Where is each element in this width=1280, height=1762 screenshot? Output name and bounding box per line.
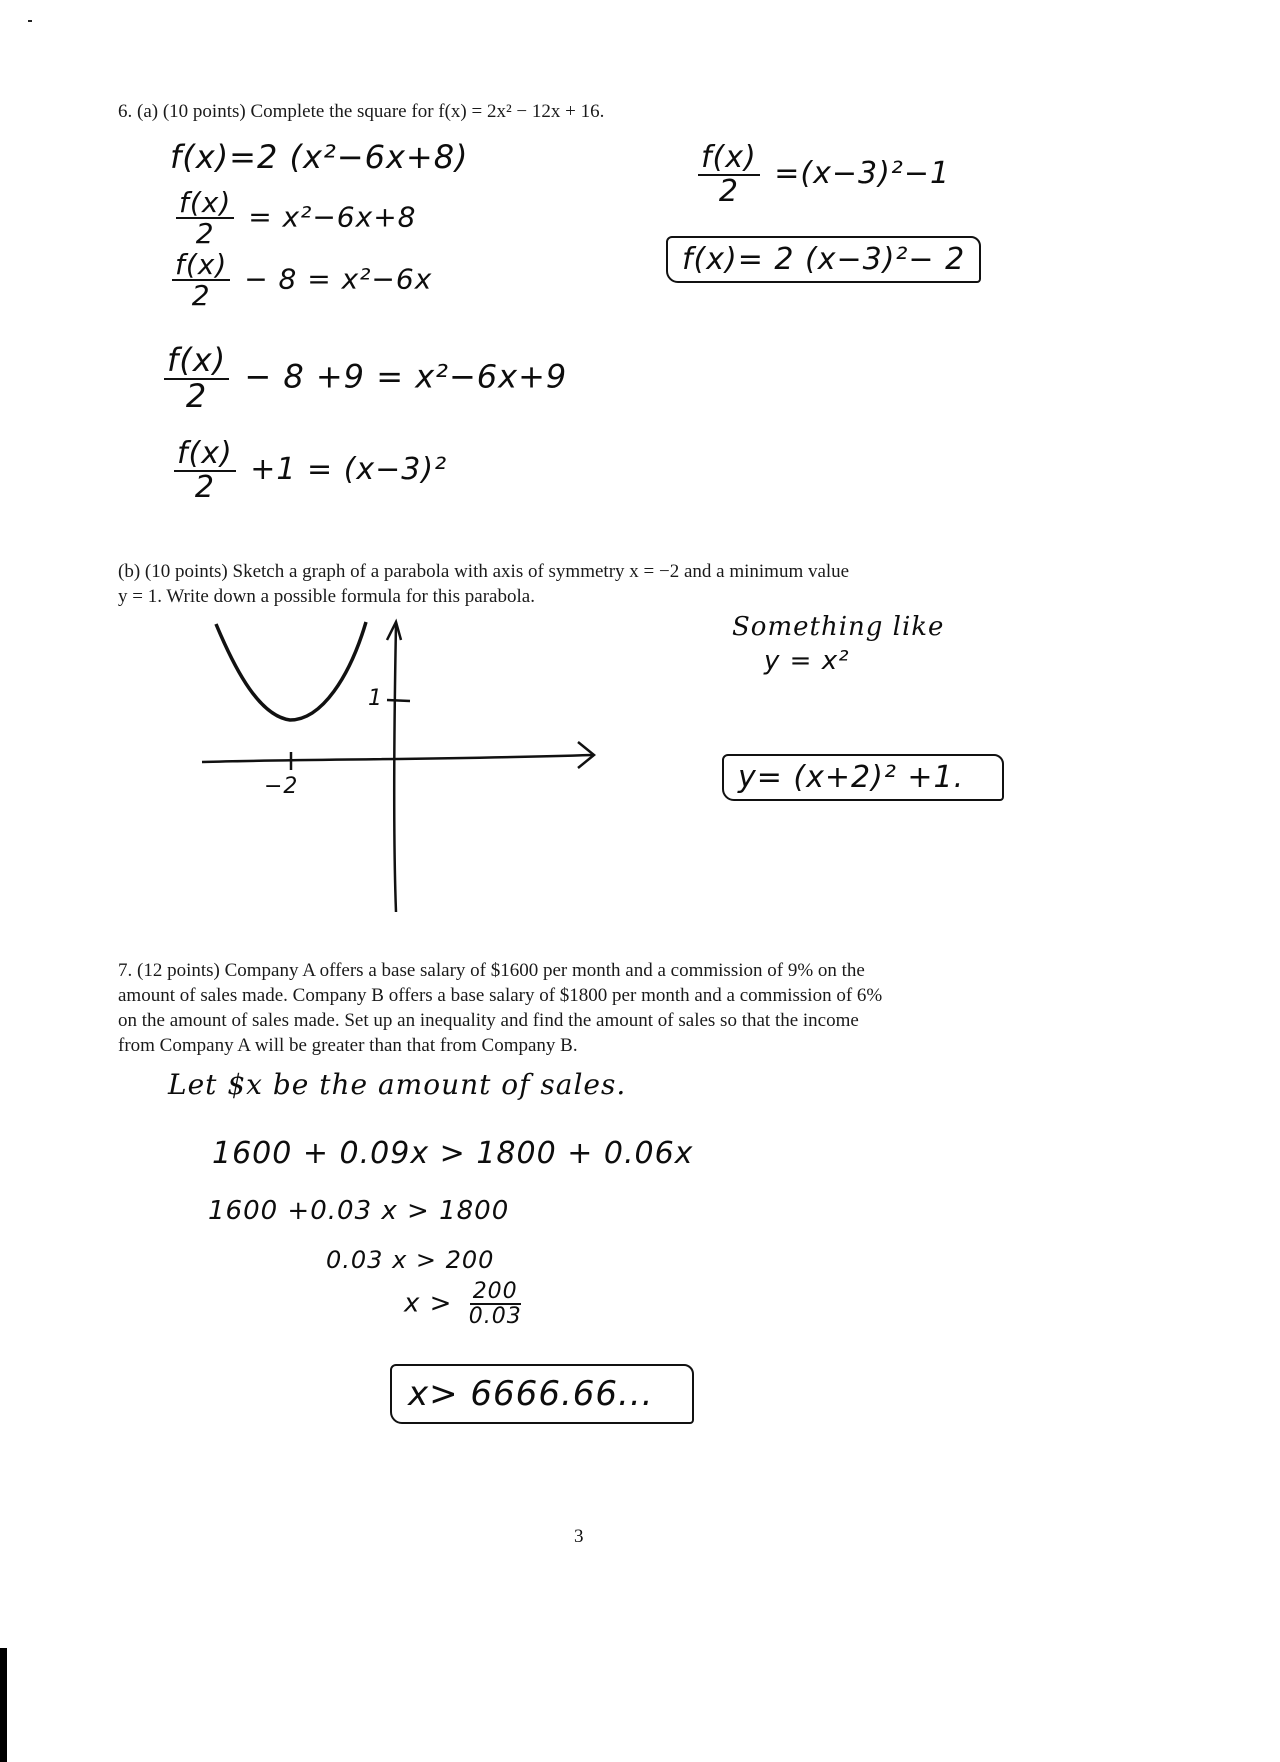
q6b-prompt-line-1: (b) (10 points) Sketch a graph of a parabola with axis of symmetry x = −2 and a minimum value [118,561,850,582]
frac-denominator: 0.03 [468,1304,522,1330]
q7-work-line-5 [404,1280,529,1328]
page-number-text: 3 [574,1526,584,1547]
q7-work-line-4-text: 0.03 x > 200 [326,1246,495,1274]
q6b-note [732,610,944,678]
q6a-step-4-rest: − 8 +9 = x²−6x+9 [244,357,568,396]
q6a-step-3-frac [172,250,230,311]
q7-answer: x> 6666.66... [408,1374,654,1414]
parabola-curve [216,622,366,720]
scan-speck [28,20,32,22]
frac-numerator: f(x) [698,142,760,176]
label-1-text: 1 [368,686,383,711]
frac-numerator: f(x) [172,250,230,281]
scan-edge-bar [0,1648,7,1762]
frac-denominator: 2 [185,376,208,415]
q6b-graph-label-neg2 [264,774,298,799]
x-axis-line [202,755,592,762]
y-axis-arrowhead [387,622,401,640]
q6a-answer-box [666,236,981,283]
q7-last-step-lhs: x > [404,1288,453,1319]
frac-numerator: f(x) [164,344,229,380]
q7-prompt-line-3: on the amount of sales made. Set up an inequality and find the amount of sales so that the income [118,1010,859,1031]
q7-work-line-1 [168,1068,626,1101]
q6a-step-2-frac [176,188,234,249]
q6a-right-step [694,142,950,207]
q7-prompt-line-4: from Company A will be greater than that from Company B. [118,1035,578,1056]
q7-prompt-line-2: amount of sales made. Company B offers a base salary of $1800 per month and a commission of 6% [118,985,883,1006]
frac-numerator: f(x) [174,438,236,472]
label-neg2-text: −2 [264,774,299,799]
y-axis-line [394,624,396,912]
q7-prompt [118,958,882,1058]
q7-work-line-4 [326,1246,494,1274]
q6b-note-line-2: y = x² [764,646,850,676]
q6b-graph-label-1 [368,686,383,711]
q6a-prompt [118,99,604,124]
frac-denominator: 2 [191,279,211,313]
frac-denominator: 2 [195,217,215,251]
q7-work-line-2-text: 1600 + 0.09x > 1800 + 0.06x [212,1136,694,1171]
q6a-step-5 [170,438,447,503]
q6a-step-5-rest: +1 = (x−3)² [250,452,448,487]
q6a-step-5-frac [174,438,236,503]
q7-work-line-3 [208,1196,509,1226]
q7-work-line-3-text: 1600 +0.03 x > 1800 [208,1196,510,1226]
frac-denominator: 2 [194,469,215,505]
q7-last-step-frac [466,1280,525,1328]
q6a-step-1 [170,138,469,176]
q6a-prompt-text: 6. (a) (10 points) Complete the square for f(x) = 2x² − 12x + 16. [118,101,605,122]
q6b-answer: y= (x+2)² +1. [738,760,965,795]
q6a-step-3-rest: − 8 = x²−6x [244,262,433,296]
q6a-step-4-frac [164,341,229,415]
q7-work-line-1-text: Let $x be the amount of sales. [168,1068,627,1101]
q6a-step-1-text: f(x)=2 (x²−6x+8) [170,138,469,176]
q7-work-line-2 [212,1136,693,1171]
frac-numerator: f(x) [176,188,234,219]
y-tick-1 [387,700,410,701]
q6a-step-3 [168,250,432,311]
q6b-answer-box [722,754,1004,801]
q6b-prompt-line-2: y = 1. Write down a possible formula for this parabola. [118,586,535,607]
q6a-step-2-rest: = x²−6x+8 [248,200,417,234]
frac-numerator: 200 [470,1280,521,1305]
q6a-step-2 [172,188,416,249]
q6a-answer: f(x)= 2 (x−3)²− 2 [682,242,966,277]
frac-denominator: 2 [718,173,739,209]
q7-answer-box [390,1364,694,1424]
q6a-right-step-rest: =(x−3)²−1 [774,156,951,191]
q7-prompt-line-1: 7. (12 points) Company A offers a base salary of $1600 per month and a commission of 9% on the [118,960,865,981]
page-number [574,1526,584,1548]
q6a-right-frac [698,142,760,207]
q6b-prompt [118,559,849,609]
q6a-step-4 [160,341,568,415]
q6b-note-line-1: Something like [732,612,945,642]
q6b-sketch-graph [190,612,630,932]
